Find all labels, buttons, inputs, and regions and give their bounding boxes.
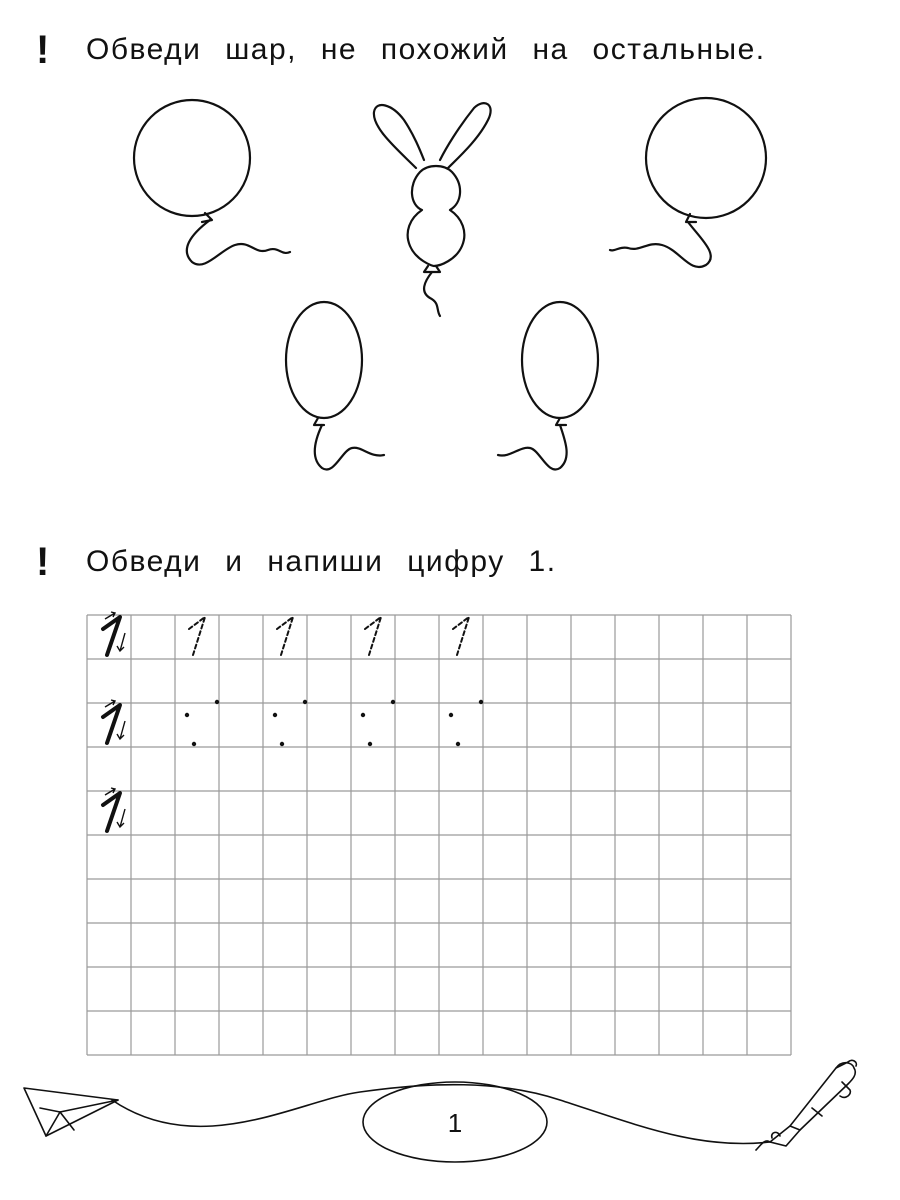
task1-marker: ! xyxy=(36,28,50,72)
task1-text: Обведи шар, не похожий на остальные. xyxy=(86,33,766,66)
paper-plane-icon xyxy=(24,1088,118,1136)
task2-text: Обведи и напиши цифру 1. xyxy=(86,545,557,578)
pen-icon xyxy=(756,1060,856,1150)
page-number: 1 xyxy=(447,1108,463,1138)
task2-marker: ! xyxy=(36,540,50,584)
